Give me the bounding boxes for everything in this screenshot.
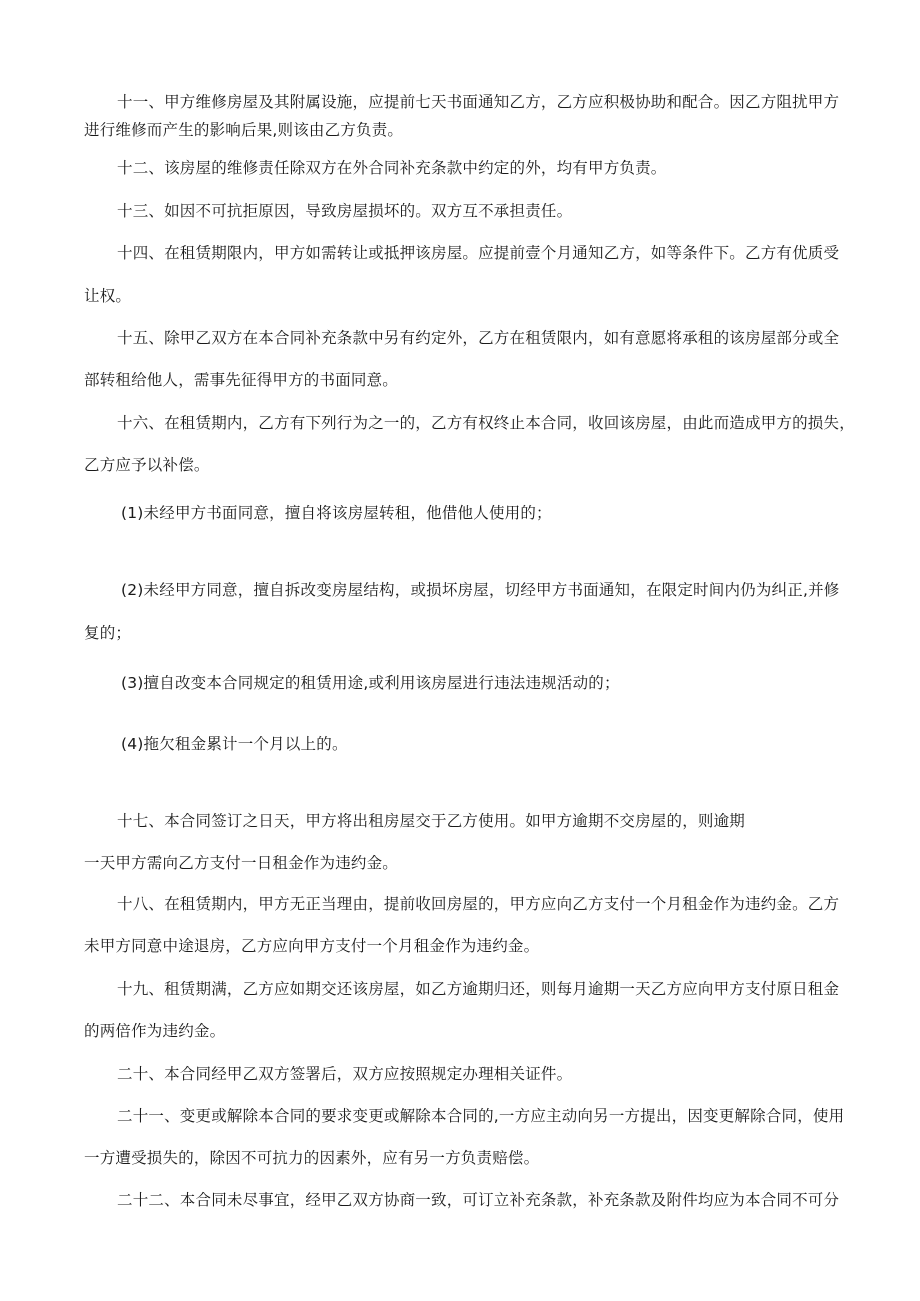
item-2-line-2: 复的； xyxy=(84,624,132,642)
clause-11-line-1: 十一、甲方维修房屋及其附属设施，应提前七天书面通知乙方，乙方应积极协助和配合。因乙方阻扰甲方 xyxy=(117,93,840,111)
clause-14-line-2: 让权。 xyxy=(84,287,132,305)
clause-18-line-1: 十八、在租赁期内，甲方无正当理由，提前收回房屋的，甲方应向乙方支付一个月租金作为违约金。乙方 xyxy=(117,895,840,913)
item-2-line-1: (2)未经甲方同意，擅自拆改变房屋结构，或损坏房屋，切经甲方书面通知，在限定时间内仍为纠正,并修 xyxy=(121,581,840,599)
clause-21-line-1: 二十一、变更或解除本合同的要求变更或解除本合同的,一方应主动向另一方提出，因变更解除合同，使用 xyxy=(117,1107,845,1125)
item-4-line-1: (4)拖欠租金累计一个月以上的。 xyxy=(121,735,348,753)
clause-15-line-2: 部转租给他人，需事先征得甲方的书面同意。 xyxy=(84,371,399,389)
clause-17-line-2: 一天甲方需向乙方支付一日租金作为违约金。 xyxy=(84,854,399,872)
clause-21-line-2: 一方遭受损失的，除因不可抗力的因素外，应有另一方负责赔偿。 xyxy=(84,1149,540,1167)
clause-19-line-1: 十九、租赁期满，乙方应如期交还该房屋，如乙方逾期归还，则每月逾期一天乙方应向甲方支付原日租金 xyxy=(117,980,840,998)
clause-18-line-2: 未甲方同意中途退房，乙方应向甲方支付一个月租金作为违约金。 xyxy=(84,937,540,955)
clause-12-line-1: 十二、该房屋的维修责任除双方在外合同补充条款中约定的外，均有甲方负责。 xyxy=(117,159,667,177)
clause-19-line-2: 的两倍作为违约金。 xyxy=(84,1022,226,1040)
clause-14-line-1: 十四、在租赁期限内，甲方如需转让或抵押该房屋。应提前壹个月通知乙方，如等条件下。乙方有优质受 xyxy=(117,244,840,262)
clause-16-line-2: 乙方应予以补偿。 xyxy=(84,456,210,474)
clause-15-line-1: 十五、除甲乙双方在本合同补充条款中另有约定外，乙方在租赁限内，如有意愿将承租的该房屋部分或全 xyxy=(117,329,840,347)
clause-17-line-1: 十七、本合同签订之日天，甲方将出租房屋交于乙方使用。如甲方逾期不交房屋的，则逾期 xyxy=(117,812,746,830)
clause-11-line-2: 进行维修而产生的影响后果,则该由乙方负责。 xyxy=(84,121,404,139)
clause-13-line-1: 十三、如因不可抗拒原因，导致房屋损坏的。双方互不承担责任。 xyxy=(117,202,573,220)
clause-22-line-1: 二十二、本合同未尽事宜，经甲乙双方协商一致，可订立补充条款，补充条款及附件均应为本合同不可分 xyxy=(117,1191,840,1209)
item-1-line-1: (1)未经甲方书面同意，擅自将该房屋转租，他借他人使用的； xyxy=(121,504,552,522)
clause-20-line-1: 二十、本合同经甲乙双方签署后，双方应按照规定办理相关证件。 xyxy=(117,1065,573,1083)
clause-16-line-1: 十六、在租赁期内，乙方有下列行为之一的，乙方有权终止本合同，收回该房屋，由此而造成甲方的损失， xyxy=(117,414,855,432)
item-3-line-1: (3)擅自改变本合同规定的租赁用途,或利用该房屋进行违法违规活动的； xyxy=(121,674,620,692)
